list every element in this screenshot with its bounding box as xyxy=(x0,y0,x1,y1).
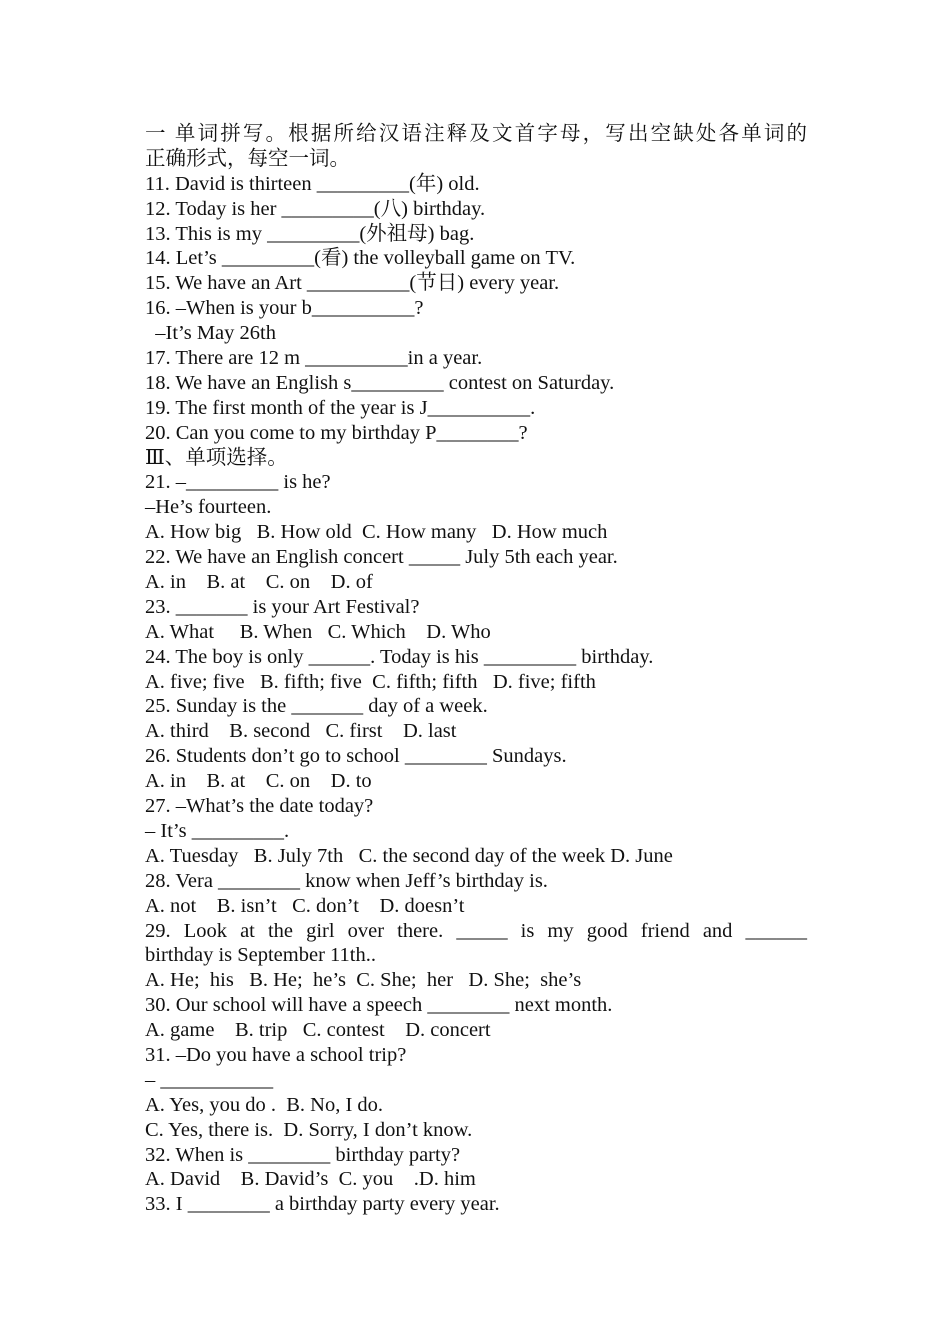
text-line: 19. The first month of the year is J__________. xyxy=(145,396,536,419)
worksheet-body xyxy=(145,122,807,1217)
text-line: 14. Let’s _________(看) the volleyball game on TV. xyxy=(145,247,576,270)
text-line: A. He; his B. He; he’s C. She; her D. She; she’s xyxy=(145,969,582,992)
text-line: 18. We have an English s_________ contest on Saturday. xyxy=(145,371,615,394)
text-line: –It’s May 26th xyxy=(145,322,276,345)
text-line: A. What B. When C. Which D. Who xyxy=(145,620,491,643)
text-line: A. How big B. How old C. How many D. How much xyxy=(145,521,608,544)
text-line: 13. This is my _________(外祖母) bag. xyxy=(145,222,475,245)
text-line: A. game B. trip C. contest D. concert xyxy=(145,1019,491,1042)
text-line: A. not B. isn’t C. don’t D. doesn’t xyxy=(145,894,465,917)
text-line: 23. _______ is your Art Festival? xyxy=(145,595,420,618)
text-line: –He’s fourteen. xyxy=(145,496,272,519)
text-line: C. Yes, there is. D. Sorry, I don’t know. xyxy=(145,1118,473,1141)
text-line: 17. There are 12 m __________in a year. xyxy=(145,347,483,370)
text-line: 15. We have an Art __________(节日) every year. xyxy=(145,272,560,295)
text-line: 30. Our school will have a speech ________ next month. xyxy=(145,994,613,1017)
text-line: 26. Students don’t go to school ________ Sundays. xyxy=(145,745,567,768)
text-line: A. Yes, you do . B. No, I do. xyxy=(145,1093,384,1116)
text-line: A. in B. at C. on D. of xyxy=(145,571,373,594)
text-line: 21. –_________ is he? xyxy=(145,471,331,494)
text-line: A. five; five B. fifth; five C. fifth; fifth D. five; fifth xyxy=(145,670,596,693)
text-line: 25. Sunday is the _______ day of a week. xyxy=(145,695,488,718)
text-line: 正确形式，每空一词。 xyxy=(145,147,350,170)
text-line: 27. –What’s the date today? xyxy=(145,795,374,818)
text-line: Ⅲ、单项选择。 xyxy=(145,446,288,469)
text-line: 29. Look at the girl over there. _____ is my good friend and ______ xyxy=(145,919,807,942)
text-line: A. third B. second C. first D. last xyxy=(145,720,457,743)
text-line: 20. Can you come to my birthday P________? xyxy=(145,421,528,444)
text-line: 11. David is thirteen _________(年) old. xyxy=(145,172,480,195)
text-line: 16. –When is your b__________? xyxy=(145,297,424,320)
text-line: A. in B. at C. on D. to xyxy=(145,770,372,793)
text-line: – ___________ xyxy=(145,1068,274,1091)
text-line: 28. Vera ________ know when Jeff’s birthday is. xyxy=(145,869,548,892)
text-line: 一 单词拼写。根据所给汉语注释及文首字母，写出空缺处各单词的 xyxy=(145,123,807,145)
text-line: 12. Today is her _________(八) birthday. xyxy=(145,197,486,220)
text-line: 32. When is ________ birthday party? xyxy=(145,1143,461,1166)
text-line: 22. We have an English concert _____ July 5th each year. xyxy=(145,546,618,569)
text-line: birthday is September 11th.. xyxy=(145,944,376,967)
text-line: A. David B. David’s C. you .D. him xyxy=(145,1168,476,1191)
text-line: 31. –Do you have a school trip? xyxy=(145,1043,407,1066)
text-line: A. Tuesday B. July 7th C. the second day of the week D. June xyxy=(145,844,673,867)
text-line: 24. The boy is only ______. Today is his _________ birthday. xyxy=(145,645,654,668)
text-line: – It’s _________. xyxy=(145,819,290,842)
text-line: 33. I ________ a birthday party every year. xyxy=(145,1193,500,1216)
